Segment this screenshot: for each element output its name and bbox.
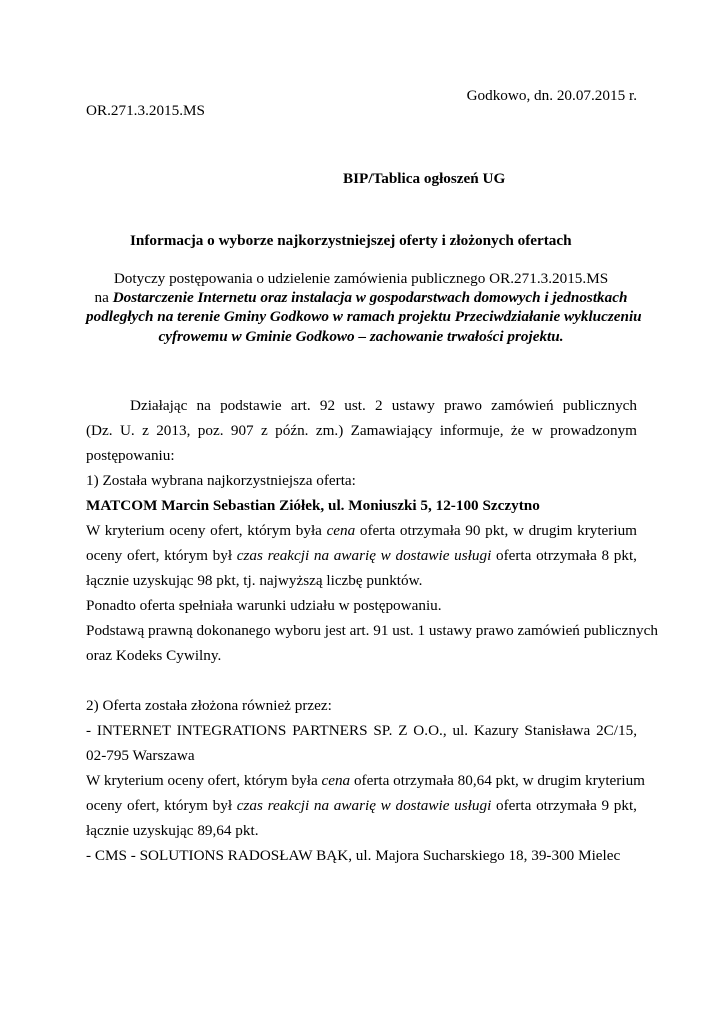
text-span: W kryterium oceny ofert, którym była — [86, 772, 322, 789]
paragraph-1-line-3: postępowaniu: — [86, 447, 175, 464]
winner-line-5: Podstawą prawną dokonanego wyboru jest art. 91 ust. 1 ustawy prawo zamówień publicznych — [86, 622, 658, 639]
text-span: oferta otrzymała 80,64 pkt, w drugim kryterium — [350, 772, 645, 789]
paragraph-1-line-1: Działając na podstawie art. 92 ust. 2 ustawy prawo zamówień publicznych — [130, 397, 637, 414]
criterion-response-time: czas reakcji na awarię w dostawie usługi — [236, 797, 492, 814]
reference-number: OR.271.3.2015.MS — [86, 102, 205, 119]
winner-line-1 — [86, 522, 637, 540]
offer-1-line-3 — [86, 772, 645, 790]
paragraph-1-line-2: (Dz. U. z 2013, poz. 907 z późn. zm.) Zamawiający informuje, że w prowadzonym — [86, 422, 637, 439]
recipient: BIP/Tablica ogłoszeń UG — [343, 170, 506, 187]
text-span: oferta otrzymała 90 pkt, w drugim kryterium — [355, 522, 637, 539]
offer-1-line-1: - INTERNET INTEGRATIONS PARTNERS SP. Z O.O., ul. Kazury Stanisława 2C/15, — [86, 722, 637, 739]
offer-2-line-1: - CMS - SOLUTIONS RADOSŁAW BĄK, ul. Majora Sucharskiego 18, 39-300 Mielec — [86, 847, 621, 864]
offer-1-line-4 — [86, 797, 637, 815]
text-span: oferta otrzymała 8 pkt, — [491, 547, 637, 564]
criterion-price: cena — [321, 772, 351, 789]
offer-1-line-2: 02-795 Warszawa — [86, 747, 195, 764]
text-span: oceny ofert, którym był — [86, 797, 237, 814]
subject-line-3: cyfrowemu w Gminie Godkowo – zachowanie trwałości projektu. — [158, 328, 564, 345]
criterion-response-time: czas reakcji na awarię w dostawie usługi — [236, 547, 492, 564]
winning-offer: MATCOM Marcin Sebastian Ziółek, ul. Moniuszki 5, 12-100 Szczytno — [86, 497, 540, 514]
subject-title-part-1: Dostarczenie Internetu oraz instalacja w gospodarstwach domowych i jednostkach — [112, 289, 628, 306]
offer-1-line-5: łącznie uzyskując 89,64 pkt. — [86, 822, 259, 839]
subject-intro: Dotyczy postępowania o udzielenie zamówienia publicznego OR.271.3.2015.MS — [113, 270, 609, 287]
subject-line-2: podległych na terenie Gminy Godkowo w ramach projektu Przeciwdziałanie wykluczeniu — [86, 308, 642, 325]
winner-line-4: Ponadto oferta spełniała warunki udziału w postępowaniu. — [86, 597, 442, 614]
criterion-price: cena — [326, 522, 356, 539]
text-span: W kryterium oceny ofert, którym była — [86, 522, 327, 539]
winner-line-6: oraz Kodeks Cywilny. — [86, 647, 222, 664]
place-date: Godkowo, dn. 20.07.2015 r. — [466, 87, 637, 104]
subject-na: na — [94, 289, 113, 306]
document-title: Informacja o wyborze najkorzystniejszej oferty i złożonych ofertach — [130, 232, 572, 249]
text-span: oferta otrzymała 9 pkt, — [491, 797, 637, 814]
winner-line-2 — [86, 547, 637, 565]
winner-line-3: łącznie uzyskując 98 pkt, tj. najwyższą liczbę punktów. — [86, 572, 423, 589]
subject-line-1 — [86, 289, 636, 307]
section-1-heading: 1) Została wybrana najkorzystniejsza oferta: — [86, 472, 356, 489]
text-span: oceny ofert, którym był — [86, 547, 237, 564]
section-2-heading: 2) Oferta została złożona również przez: — [86, 697, 332, 714]
